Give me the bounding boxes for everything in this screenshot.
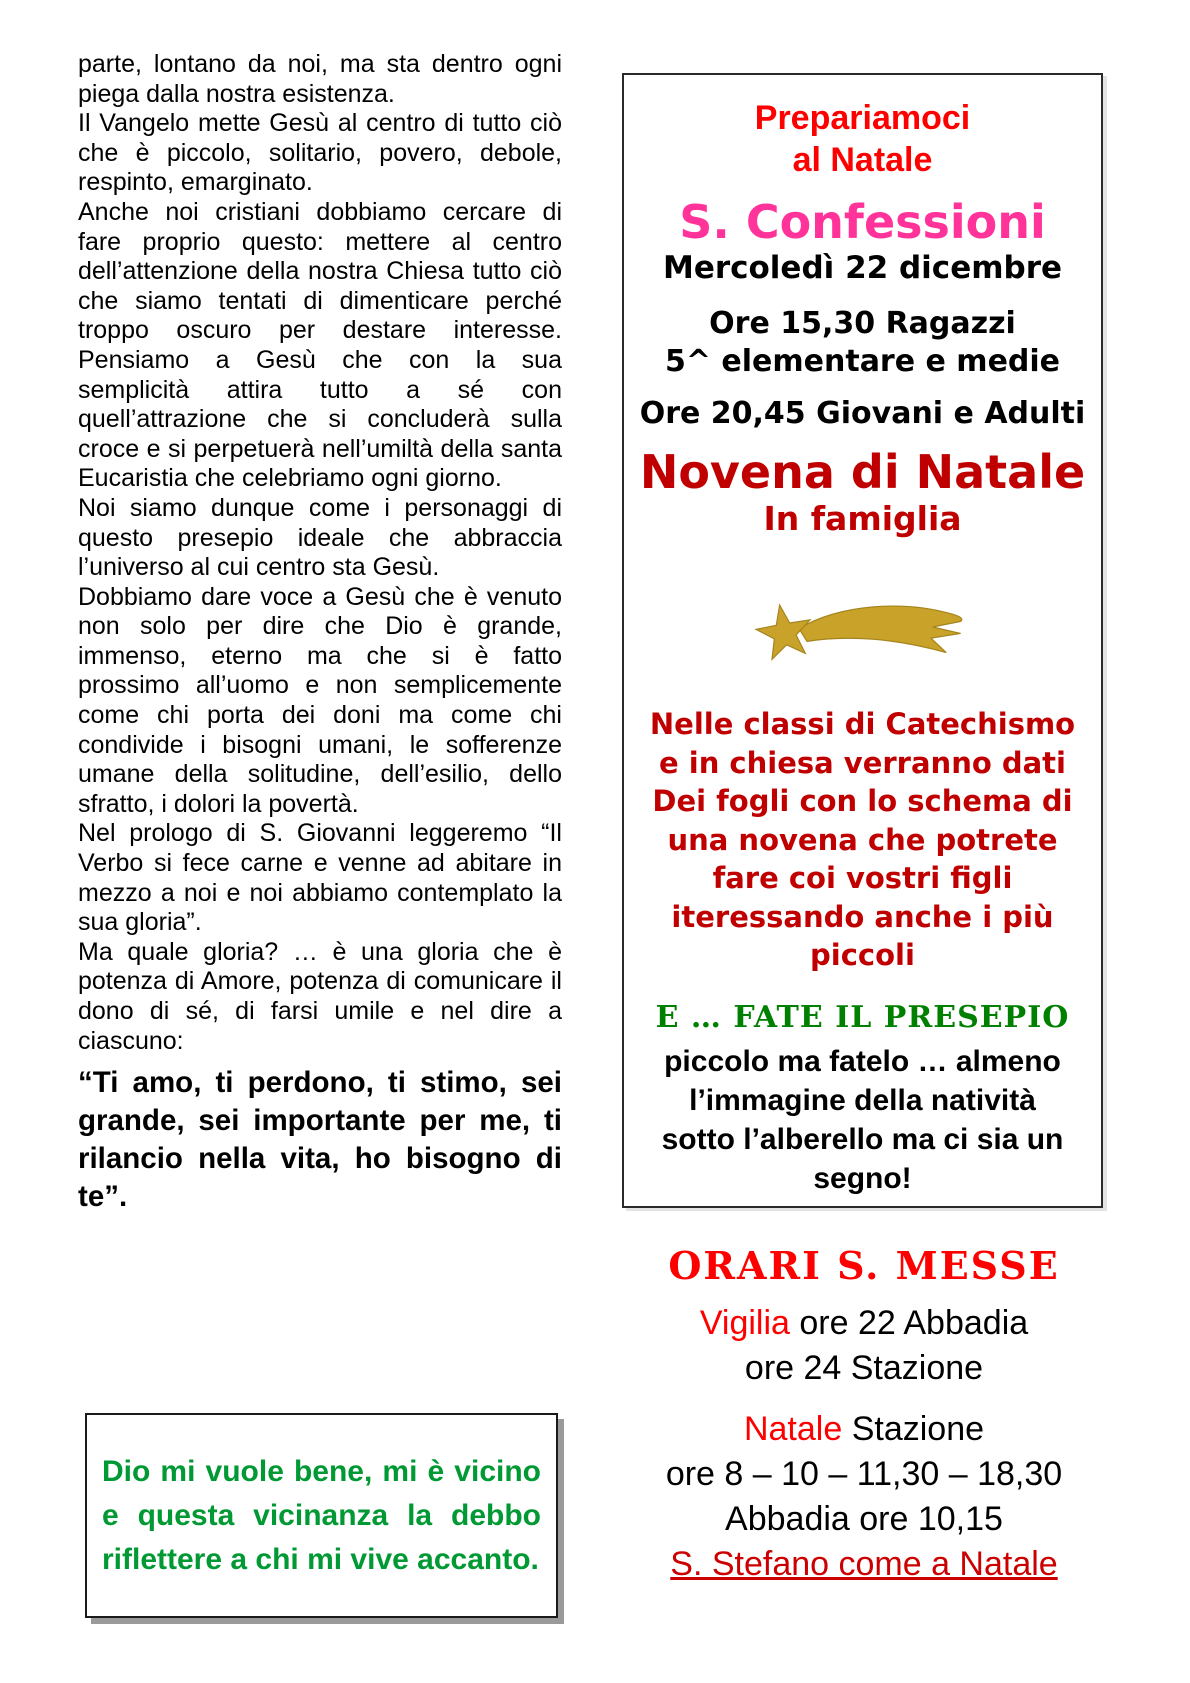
novena-note: Nelle classi di Catechismo e in chiesa verranno dati Dei fogli con lo schema di una novena che potrete fare coi vostri figli iteressando anche i più piccoli: [649, 707, 1076, 972]
body-paragraph: Il Vangelo mette Gesù al centro di tutto ciò che è piccolo, solitario, povero, debole, respinto, emarginato.: [78, 109, 562, 197]
novena-subtitle: In famiglia: [763, 499, 962, 538]
confessioni-slot-ragazzi: [624, 305, 1101, 381]
natale-label: Natale: [743, 1410, 843, 1448]
left-column: [78, 50, 562, 1216]
body-paragraph: Nel prologo di S. Giovanni leggeremo “Il Verbo si fece carne e venne ad abitare in mezzo a noi e noi abbiamo contemplato la sua gloria”.: [78, 819, 562, 937]
confessioni-date: Mercoledì 22 dicembre: [662, 250, 1063, 286]
natale-place: Stazione: [842, 1410, 985, 1448]
box-title: [624, 97, 1101, 181]
confessioni-title: S. Confessioni: [679, 195, 1046, 249]
body-paragraph: Anche noi cristiani dobbiamo cercare di fare proprio questo: mettere al centro dell’attenzione della nostra Chiesa tutto ciò che siamo tentati di dimenticare perché troppo oscuro per destare interesse. Pensiamo a Gesù che con la sua semplicità attira tutto a sé con quell’attrazione che si concluderà sulla croce e si perpetuerà nell’umiltà della santa Eucaristia che celebriamo ogni giorno.: [78, 197, 562, 493]
vigilia-line1: [586, 1301, 1142, 1346]
mass-schedule: [586, 1243, 1142, 1587]
announcement-box: [622, 73, 1103, 1208]
box-title-line1: Prepariamoci: [754, 99, 971, 137]
body-paragraph: Noi siamo dunque come i personaggi di questo presepio ideale che abbraccia l’universo al cui centro sta Gesù.: [78, 493, 562, 582]
confessioni-slot-adulti: Ore 20,45 Giovani e Adulti: [639, 396, 1086, 431]
green-box-text: Dio mi vuole bene, mi è vicino e questa vicinanza la debbo riflettere a chi mi vive accanto.: [102, 1454, 541, 1576]
shooting-star-icon: [738, 587, 988, 667]
body-paragraph: Dobbiamo dare voce a Gesù che è venuto non solo per dire che Dio è grande, immenso, eterno ma che si è fatto prossimo all’uomo e non semplicemente come chi porta dei doni ma come chi condivide i bisogni umani, le sofferenze umane della solitudine, dell’esilio, dello sfratto, i dolori la povertà.: [78, 582, 562, 818]
slot-ragazzi-time: Ore 15,30 Ragazzi: [709, 306, 1016, 341]
body-paragraph: Ma quale gloria? … è una gloria che è potenza di Amore, potenza di comunicare il dono di sé, di farsi umile e nel dire a ciascuno:: [78, 937, 562, 1055]
presepio-heading: E … FATE IL PRESEPIO: [655, 999, 1070, 1035]
novena-title: Novena di Natale: [639, 445, 1086, 499]
box-title-line2: al Natale: [792, 141, 933, 179]
slot-ragazzi-detail: 5^ elementare e medie: [664, 344, 1061, 379]
presepio-text: piccolo ma fatelo … almeno l’immagine della natività sotto l’alberello ma ci sia un segno!: [661, 1044, 1064, 1195]
stefano-line: S. Stefano come a Natale: [670, 1545, 1058, 1583]
body-paragraph: parte, lontano da noi, ma sta dentro ogni piega dalla nostra esistenza.: [78, 50, 562, 108]
vigilia-times: ore 22 Abbadia: [789, 1304, 1029, 1342]
green-highlight-box: [85, 1413, 558, 1618]
natale-line1: [586, 1407, 1142, 1452]
vigilia-label: Vigilia: [699, 1304, 790, 1342]
quote-paragraph: “Ti amo, ti perdono, ti stimo, sei grande, sei importante per me, ti rilancio nella vita, ho bisogno di te”.: [78, 1066, 562, 1214]
mass-schedule-heading: ORARI S. MESSE: [668, 1243, 1060, 1288]
natale-line2: ore 8 – 10 – 11,30 – 18,30: [665, 1455, 1063, 1493]
natale-line3: Abbadia ore 10,15: [725, 1500, 1003, 1538]
vigilia-line2: ore 24 Stazione: [744, 1349, 984, 1387]
